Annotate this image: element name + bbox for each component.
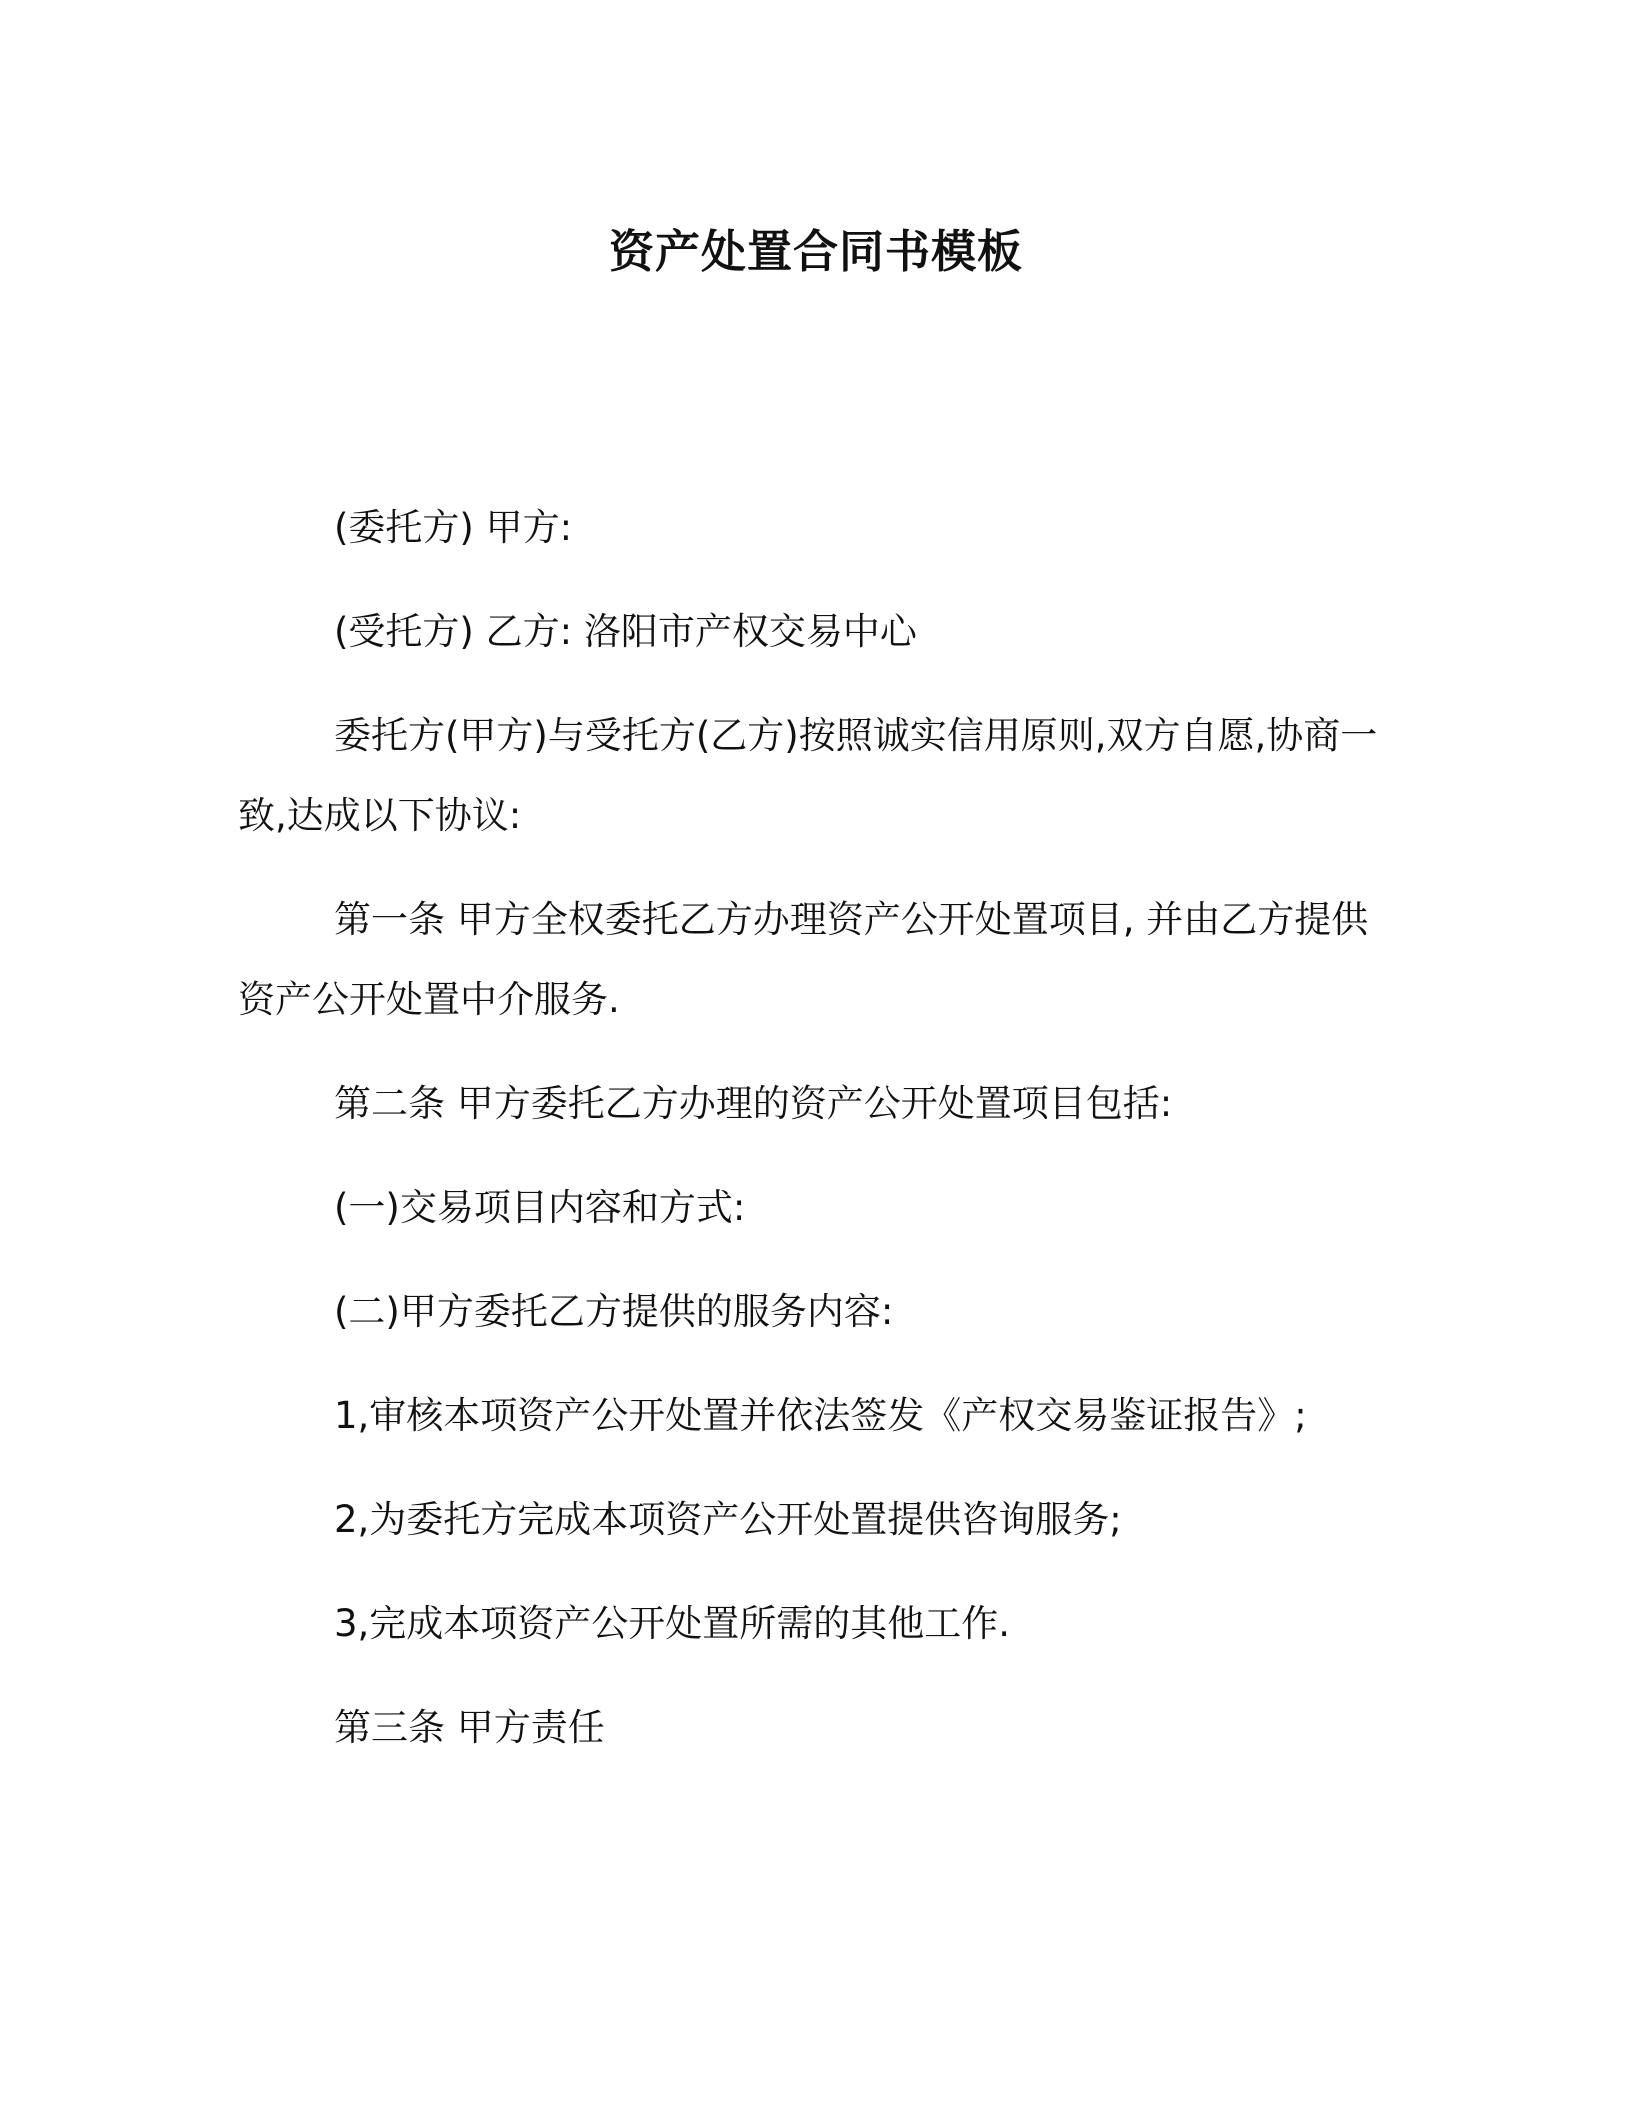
article-2-item-2: (二)甲方委托乙方提供的服务内容: [334,1290,894,1333]
party-a-line: (委托方) 甲方: [334,506,573,549]
article-2: 第二条 甲方委托乙方办理的资产公开处置项目包括: [334,1082,1173,1125]
party-b-line: (受托方) 乙方: 洛阳市产权交易中心 [334,610,917,653]
document-title: 资产处置合同书模板 [608,225,1023,278]
agreement-intro: 委托方(甲方)与受托方(乙方)按照诚实信用原则,双方自愿,协商一致,达成以下协议: [238,714,1378,837]
service-item-3: 3,完成本项资产公开处置所需的其他工作. [334,1602,1011,1645]
article-3-heading: 第三条 甲方责任 [334,1706,605,1749]
service-item-1: 1,审核本项资产公开处置并依法签发《产权交易鉴证报告》; [334,1394,1307,1437]
article-2-item-1: (一)交易项目内容和方式: [334,1186,746,1229]
article-1: 第一条 甲方全权委托乙方办理资产公开处置项目, 并由乙方提供资产公开处置中介服务. [238,898,1369,1021]
service-item-2: 2,为委托方完成本项资产公开处置提供咨询服务; [334,1498,1122,1541]
document-body [238,488,1378,1768]
